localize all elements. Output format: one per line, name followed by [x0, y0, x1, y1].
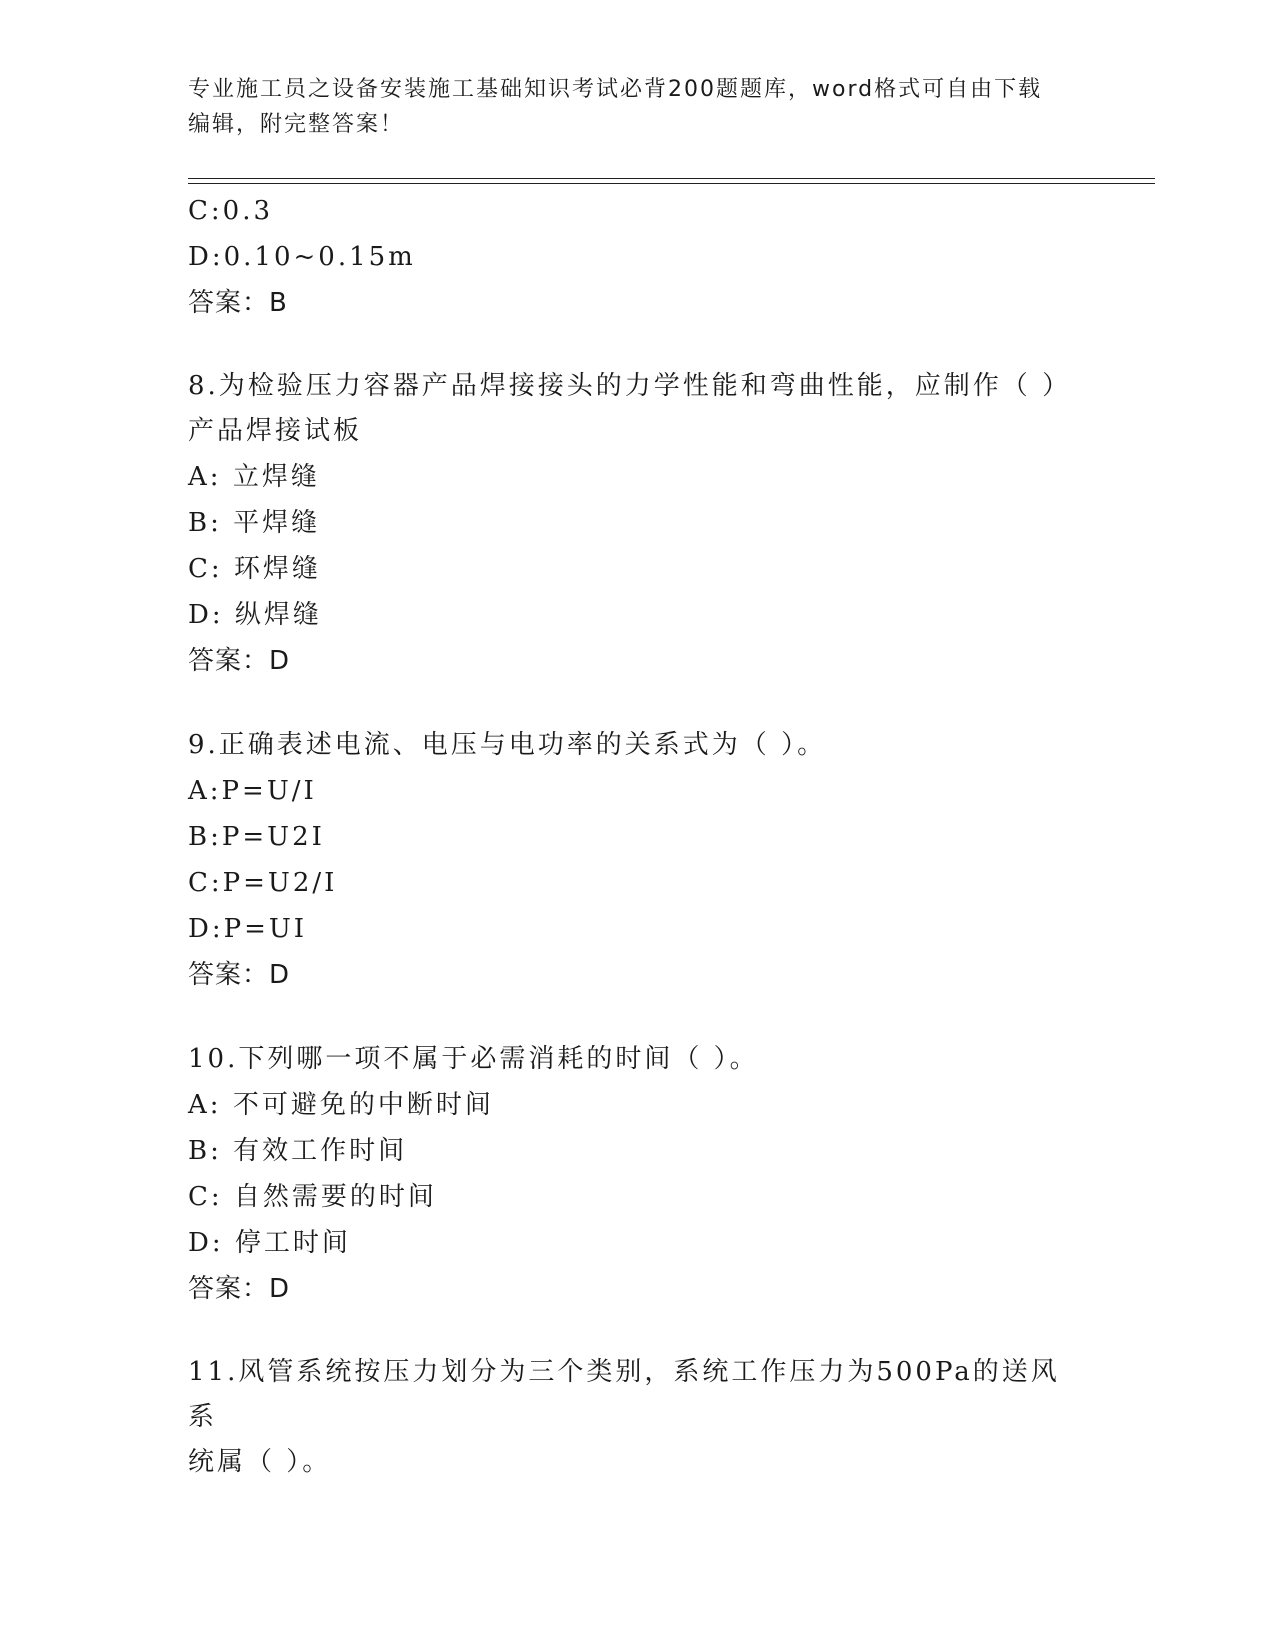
option-a — [188, 768, 1148, 814]
option-d — [188, 906, 1148, 952]
option-text: 有效工作时间 — [233, 1136, 408, 1166]
option-d — [188, 234, 1148, 280]
option-c — [188, 860, 1148, 906]
question-stem: 10.下列哪一项不属于必需消耗的时间（ ）。 — [188, 1044, 759, 1074]
option-text: 0.3 — [222, 196, 274, 226]
option-a — [188, 1082, 1148, 1128]
option-letter: A: — [188, 1090, 222, 1120]
option-letter: C: — [188, 868, 223, 898]
answer-line: 答案：D — [188, 1274, 291, 1304]
option-a — [188, 454, 1148, 500]
option-letter: B: — [188, 1136, 222, 1166]
option-b — [188, 814, 1148, 860]
question-8 — [188, 364, 1148, 684]
stem-line-2: 统属（ ）。 — [188, 1447, 332, 1477]
option-text: P=U2/I — [222, 868, 338, 898]
option-c — [188, 546, 1148, 592]
stem-line-1: 11.风管系统按压力划分为三个类别，系统工作压力为500Pa的送风系 — [188, 1357, 1060, 1432]
question-9 — [188, 722, 1148, 998]
option-text: 0.10~0.15m — [223, 242, 416, 272]
option-text: P=UI — [223, 914, 308, 944]
question-11 — [188, 1350, 1148, 1485]
question-stem — [188, 1350, 1078, 1485]
question-stem: 9.正确表述电流、电压与电功率的关系式为（ ）。 — [188, 730, 827, 760]
answer-line: 答案：B — [188, 288, 288, 318]
answer-line: 答案：D — [188, 646, 291, 676]
option-letter: D: — [188, 914, 224, 944]
option-text: P=U2I — [221, 822, 325, 852]
option-b — [188, 1128, 1148, 1174]
answer-line: 答案：D — [188, 960, 291, 990]
option-text: 平焊缝 — [233, 508, 321, 538]
option-letter: B: — [188, 822, 222, 852]
option-letter: C: — [188, 196, 223, 226]
prev-question-tail — [188, 188, 1148, 326]
option-d — [188, 1220, 1148, 1266]
option-letter: C: — [188, 1182, 223, 1212]
option-text: 停工时间 — [234, 1228, 351, 1258]
option-c — [188, 188, 1148, 234]
question-stem — [188, 364, 1078, 454]
stem-line-1: 8.为检验压力容器产品焊接接头的力学性能和弯曲性能，应制作（ ） — [188, 371, 1072, 401]
question-10 — [188, 1036, 1148, 1312]
option-letter: A: — [188, 776, 222, 806]
option-text: 不可避免的中断时间 — [232, 1090, 494, 1120]
option-text: 环焊缝 — [233, 554, 321, 584]
option-text: 立焊缝 — [232, 462, 320, 492]
option-d — [188, 592, 1148, 638]
option-text: 自然需要的时间 — [233, 1182, 437, 1212]
option-text: 纵焊缝 — [234, 600, 322, 630]
option-b — [188, 500, 1148, 546]
option-letter: A: — [188, 462, 222, 492]
option-letter: B: — [188, 508, 222, 538]
document-body — [188, 188, 1148, 1485]
header-title-line-1: 专业施工员之设备安装施工基础知识考试必背200题题库，word格式可自由下载 — [188, 77, 1043, 102]
document-header — [188, 72, 1088, 142]
stem-line-2: 产品焊接试板 — [188, 416, 363, 446]
option-letter: D: — [188, 1228, 224, 1258]
option-text: P=U/I — [221, 776, 317, 806]
option-letter: D: — [188, 242, 224, 272]
option-c — [188, 1174, 1148, 1220]
header-title-line-2: 编辑，附完整答案！ — [188, 112, 405, 137]
header-divider — [188, 178, 1155, 184]
option-letter: D: — [188, 600, 224, 630]
option-letter: C: — [188, 554, 223, 584]
